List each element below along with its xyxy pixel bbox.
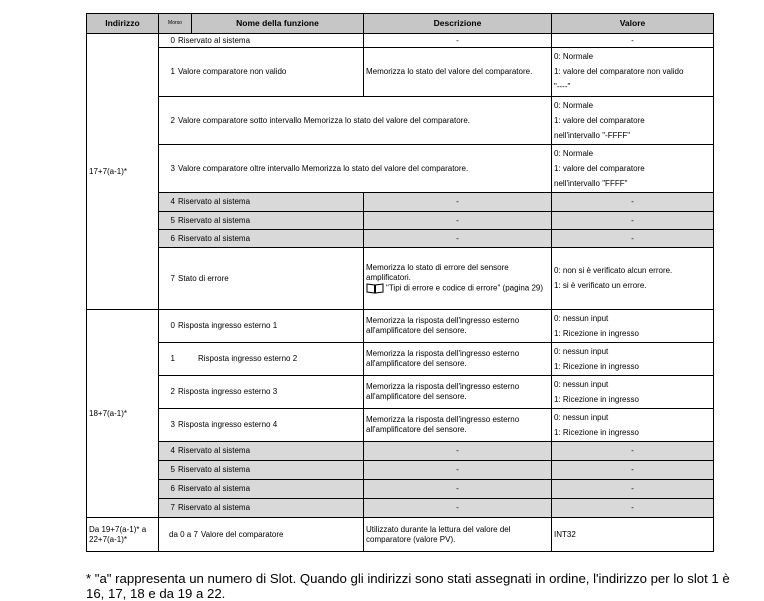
bit-label: 6 <box>170 233 175 243</box>
table-row <box>87 442 714 461</box>
table-row <box>87 461 714 480</box>
value-cell <box>552 461 714 480</box>
header-fn: Nome della funzione <box>192 14 364 34</box>
footnote: * "a" rappresenta un numero di Slot. Quando gli indirizzi sono stati assegnati in ordine, l'indirizzo per lo slot 1 è 16, 17, 18 e da 19 a 22. <box>86 571 730 601</box>
value-line: - <box>631 35 634 45</box>
value-cell <box>552 310 714 343</box>
value-line: 1: valore del comparatore <box>554 115 645 125</box>
description-cell <box>364 376 552 409</box>
function-name: Riservato al sistema <box>178 197 251 206</box>
bit-label: da 0 a 7 <box>169 529 198 539</box>
value-cell <box>552 230 714 248</box>
table-row <box>87 480 714 499</box>
header-desc: Descrizione <box>364 14 552 34</box>
description-text: Memorizza la risposta dell'ingresso esterno all'amplificatore del sensore. <box>366 316 520 335</box>
table-row <box>87 343 714 376</box>
description-cell <box>364 248 552 310</box>
bit-label: 4 <box>170 197 175 206</box>
value-line: 0: nessun input <box>554 313 609 323</box>
value-line: 0: nessun input <box>554 412 609 422</box>
value-line: nell'intervallo "FFFF" <box>554 178 628 188</box>
value-cell <box>552 97 714 145</box>
table-row <box>87 145 714 193</box>
description-cell <box>364 409 552 442</box>
reference-text: "Tipi di errore e codice di errore" (pagina 29) <box>386 283 544 293</box>
description-text: - <box>456 446 459 455</box>
table-row <box>87 34 714 48</box>
table-row <box>87 193 714 212</box>
value-line: 0: non si è verificato alcun errore. <box>554 266 673 275</box>
value-cell <box>552 409 714 442</box>
function-cell <box>159 193 364 212</box>
description-cell <box>364 48 552 97</box>
function-name: Valore comparatore oltre intervallo Memorizza lo stato del valore del comparatore. <box>178 163 469 173</box>
function-name: Riservato al sistema <box>178 503 251 512</box>
table-row <box>87 409 714 442</box>
value-line: 1: valore del comparatore non valido <box>554 67 684 76</box>
function-cell <box>159 409 364 442</box>
function-name: Risposta ingresso esterno 1 <box>178 321 278 330</box>
function-name: Valore del comparatore <box>200 529 284 539</box>
description-text: - <box>456 215 459 225</box>
function-cell <box>159 518 364 552</box>
function-cell <box>159 442 364 461</box>
value-line: 0: nessun input <box>554 379 609 389</box>
bit-label: 7 <box>170 503 175 512</box>
value-line: nell'intervallo "-FFFF" <box>554 130 631 140</box>
value-cell <box>552 145 714 193</box>
header-val: Valore <box>552 14 714 34</box>
description-text: Utilizzato durante la lettura del valore del comparatore (valore PV). <box>366 524 511 544</box>
description-cell <box>364 480 552 499</box>
bit-label: 3 <box>170 163 175 173</box>
description-reference <box>366 283 549 294</box>
description-text: - <box>456 465 459 474</box>
description-cell <box>364 499 552 518</box>
function-cell <box>159 34 364 48</box>
bit-label: 2 <box>170 387 175 396</box>
description-text: Memorizza la risposta dell'ingresso esterno all'amplificatore del sensore. <box>366 349 520 368</box>
value-line: - <box>631 465 634 474</box>
value-cell <box>552 499 714 518</box>
function-cell <box>159 461 364 480</box>
function-cell <box>159 230 364 248</box>
bit-label: 0 <box>170 35 175 45</box>
table-row <box>87 499 714 518</box>
value-line: - <box>631 197 634 206</box>
description-text: - <box>456 35 459 45</box>
address-cell: 18+7(a-1)* <box>87 310 159 518</box>
function-cell <box>159 499 364 518</box>
table-row <box>87 376 714 409</box>
value-cell <box>552 248 714 310</box>
description-cell <box>364 442 552 461</box>
value-cell <box>552 212 714 230</box>
description-text: Memorizza lo stato del valore del comparatore. <box>366 67 533 76</box>
bit-label: 4 <box>170 446 175 455</box>
value-line: 1: Ricezione in ingresso <box>554 361 639 371</box>
description-cell <box>364 34 552 48</box>
value-cell <box>552 376 714 409</box>
address-cell: 17+7(a-1)* <box>87 34 159 310</box>
table-body <box>87 34 714 552</box>
description-text: Memorizza la risposta dell'ingresso esterno all'amplificatore del sensore. <box>366 415 520 434</box>
value-line: - <box>631 233 634 243</box>
description-cell <box>364 193 552 212</box>
bit-label: 5 <box>170 465 175 474</box>
description-cell <box>364 461 552 480</box>
header-morso: Morso <box>159 14 192 34</box>
function-cell <box>159 310 364 343</box>
book-icon <box>366 283 384 294</box>
description-cell <box>364 310 552 343</box>
bit-label: 2 <box>170 115 175 125</box>
table-row <box>87 310 714 343</box>
register-table <box>86 13 714 552</box>
value-line: "----" <box>554 82 571 91</box>
description-cell <box>364 230 552 248</box>
value-cell <box>552 48 714 97</box>
description-text: Memorizza lo stato di errore del sensore amplificatori. <box>366 263 509 282</box>
description-text: - <box>456 197 459 206</box>
table-row <box>87 230 714 248</box>
value-cell <box>552 518 714 552</box>
bit-label: 5 <box>170 215 175 225</box>
bit-label: 1 <box>170 67 175 76</box>
function-name: Valore comparatore non valido <box>178 67 287 76</box>
bit-label: 1 <box>170 354 175 363</box>
bit-label: 0 <box>170 321 175 330</box>
value-line: 0: Normale <box>554 148 594 158</box>
function-name: Risposta ingresso esterno 2 <box>198 354 298 363</box>
address-cell: Da 19+7(a-1)* a 22+7(a-1)* <box>87 518 159 552</box>
function-cell <box>159 376 364 409</box>
value-line: 1: Ricezione in ingresso <box>554 394 639 404</box>
bit-label: 3 <box>170 420 175 429</box>
value-line: 0: Normale <box>554 100 594 110</box>
function-name: Risposta ingresso esterno 4 <box>178 420 278 429</box>
value-line: 1: si è verificato un errore. <box>554 281 647 290</box>
function-name: Riservato al sistema <box>178 465 251 474</box>
table-row <box>87 97 714 145</box>
function-cell <box>159 145 552 193</box>
bit-label: 6 <box>170 484 175 493</box>
function-name: Risposta ingresso esterno 3 <box>178 387 278 396</box>
description-cell <box>364 518 552 552</box>
function-name: Riservato al sistema <box>178 446 251 455</box>
value-cell <box>552 442 714 461</box>
value-line: 1: Ricezione in ingresso <box>554 427 639 437</box>
value-line: - <box>631 215 634 225</box>
function-name: Riservato al sistema <box>178 35 251 45</box>
bit-label: 7 <box>170 273 175 283</box>
function-name: Riservato al sistema <box>178 484 251 493</box>
value-line: - <box>631 446 634 455</box>
header-row <box>87 14 714 34</box>
value-cell <box>552 480 714 499</box>
description-text: - <box>456 503 459 512</box>
description-text: - <box>456 233 459 243</box>
function-cell <box>159 480 364 499</box>
value-line: 1: Ricezione in ingresso <box>554 328 639 338</box>
function-name: Stato di errore <box>178 273 229 283</box>
function-cell <box>159 248 364 310</box>
value-line: INT32 <box>554 529 576 539</box>
function-cell <box>159 48 364 97</box>
description-cell <box>364 343 552 376</box>
function-cell <box>159 212 364 230</box>
value-cell <box>552 34 714 48</box>
description-text: Memorizza la risposta dell'ingresso esterno all'amplificatore del sensore. <box>366 382 520 401</box>
header-addr: Indirizzo <box>87 14 159 34</box>
table-row <box>87 518 714 552</box>
function-cell <box>159 97 552 145</box>
function-name: Riservato al sistema <box>178 215 251 225</box>
description-text: - <box>456 484 459 493</box>
table-row <box>87 48 714 97</box>
function-name: Valore comparatore sotto intervallo Memorizza lo stato del valore del comparatore. <box>178 115 470 125</box>
value-line: 0: Normale <box>554 52 594 61</box>
function-cell <box>159 343 364 376</box>
value-cell <box>552 193 714 212</box>
function-name: Riservato al sistema <box>178 233 251 243</box>
value-line: - <box>631 503 634 512</box>
table-row <box>87 212 714 230</box>
value-line: - <box>631 484 634 493</box>
value-cell <box>552 343 714 376</box>
value-line: 1: valore del comparatore <box>554 163 645 173</box>
table-row <box>87 248 714 310</box>
description-cell <box>364 212 552 230</box>
value-line: 0: nessun input <box>554 346 609 356</box>
